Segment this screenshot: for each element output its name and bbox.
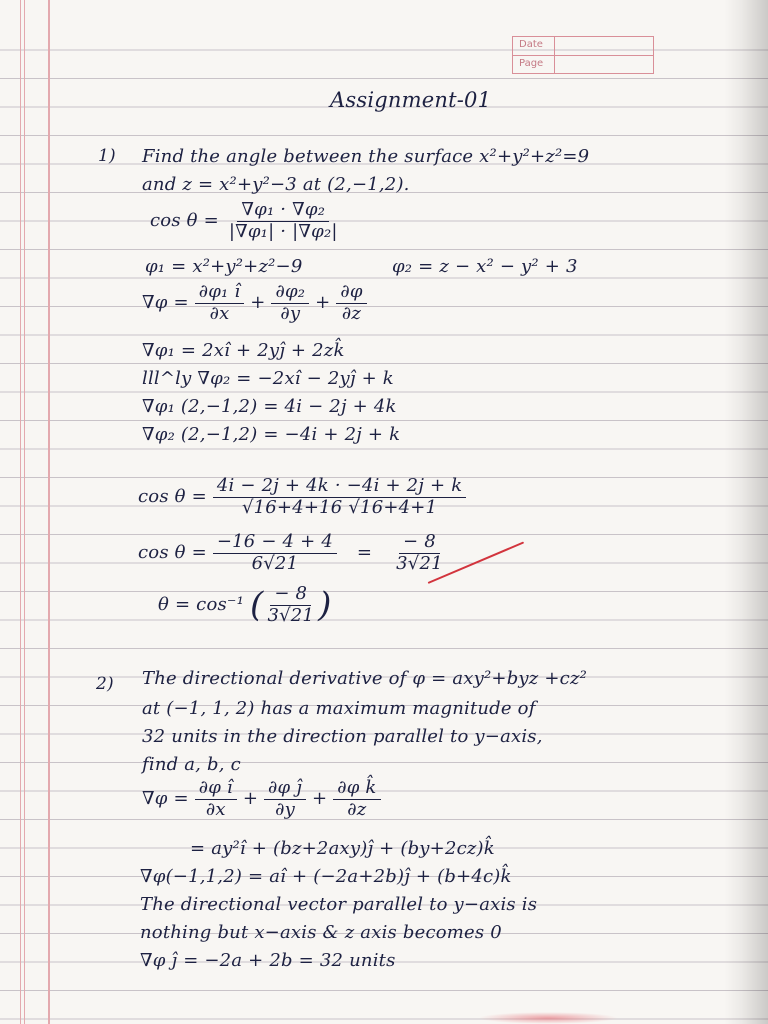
fraction [271, 282, 309, 324]
fraction-denominator: ∂y [280, 302, 301, 324]
fraction-denominator: ∂z [347, 798, 367, 820]
plus-sign: + [311, 788, 328, 810]
equation-line [138, 532, 447, 574]
fraction-numerator: − 8 [399, 532, 440, 554]
equation-line: φ₂ = z − x² − y² + 3 [392, 256, 578, 277]
paren-right: ) [318, 585, 332, 626]
problem-text-line: 32 units in the direction parallel to y−axis, [142, 726, 543, 747]
paren-left: ( [249, 585, 264, 626]
plus-sign: + [242, 788, 259, 810]
problem-number: 1) [98, 146, 116, 166]
fraction-numerator: ∂φ [336, 282, 366, 304]
fraction-denominator: ∂y [275, 798, 295, 820]
plus-sign: + [315, 292, 331, 314]
fraction-numerator: ∂φ k̂ [333, 778, 380, 800]
problem-text-line: The directional derivative of φ = axy²+byz +cz² [142, 668, 588, 689]
problem-text-line: at (−1, 1, 2) has a maximum magnitude of [142, 698, 536, 719]
gradient-label: ∇φ = [142, 788, 189, 810]
equation-line: ∇φ(−1,1,2) = aî + (−2a+2b)ĵ + (b+4c)k̂ [140, 866, 512, 887]
fraction [333, 778, 380, 820]
problem-text-line: Find the angle between the surface x²+y²+z²=9 [142, 146, 590, 167]
fraction-denominator: ∂x [209, 302, 230, 324]
problem-number: 2) [96, 674, 114, 694]
equation-line: lll^ly ∇φ₂ = −2xî − 2yĵ + k [142, 368, 394, 389]
fraction-numerator: ∂φ î [195, 778, 237, 800]
fraction-numerator: − 8 [270, 584, 311, 606]
binding-shadow [724, 0, 768, 1024]
cos-label: cos θ = [138, 542, 207, 564]
margin-line [20, 0, 21, 1024]
fraction [336, 282, 366, 324]
cos-label: cos θ = [138, 486, 207, 508]
equation-line: ∇φ ĵ = −2a + 2b = 32 units [140, 950, 396, 971]
problem-text-line: find a, b, c [142, 754, 241, 775]
problem-text-line: The directional vector parallel to y−axis is [140, 894, 538, 915]
cos-label: cos θ = [150, 210, 219, 232]
date-page-box [512, 36, 654, 74]
fraction [195, 778, 237, 820]
red-smudge [478, 1012, 618, 1024]
equation-line [142, 778, 381, 820]
fraction [225, 200, 342, 242]
page-title: Assignment-01 [330, 88, 492, 112]
fraction-denominator: √16+4+16 √16+4+1 [241, 496, 438, 518]
equation-line: = ay²î + (bz+2axy)ĵ + (by+2cz)k̂ [190, 838, 495, 859]
fraction [263, 584, 318, 626]
fraction-numerator: ∂φ₁ î [195, 282, 245, 304]
problem-text-line: and z = x²+y²−3 at (2,−1,2). [142, 174, 410, 195]
equation-line [158, 584, 332, 626]
fraction-numerator: ∂φ₂ [271, 282, 309, 304]
equation-line: ∇φ₁ = 2xî + 2yĵ + 2zk̂ [142, 340, 345, 361]
equation-line [142, 282, 367, 324]
fraction [392, 532, 447, 574]
equation-line: ∇φ₂ (2,−1,2) = −4i + 2j + k [142, 424, 401, 445]
margin-line [48, 0, 50, 1024]
margin-line [24, 0, 25, 1024]
equation-line: φ₁ = x²+y²+z²−9 [145, 256, 303, 277]
fraction-denominator: ∂z [341, 302, 362, 324]
problem-text-line: nothing but x−axis & z axis becomes 0 [140, 922, 502, 943]
gradient-label: ∇φ = [142, 292, 189, 314]
page-value [555, 56, 653, 74]
fraction-numerator: −16 − 4 + 4 [213, 532, 337, 554]
equation-line [138, 476, 466, 518]
fraction-numerator: ∇φ₁ · ∇φ₂ [237, 200, 329, 222]
theta-label: θ = cos⁻¹ [158, 594, 245, 616]
fraction [195, 282, 245, 324]
equation-line: ∇φ₁ (2,−1,2) = 4i − 2j + 4k [142, 396, 397, 417]
fraction-denominator: 3√21 [396, 552, 443, 574]
date-label: Date [513, 37, 555, 55]
fraction [264, 778, 306, 820]
fraction-denominator: |∇φ₁| · |∇φ₂| [228, 220, 338, 242]
plus-sign: + [250, 292, 266, 314]
equals-sign: = [356, 542, 373, 564]
fraction-numerator: ∂φ ĵ [264, 778, 306, 800]
fraction-denominator: 3√21 [267, 604, 315, 626]
fraction [213, 476, 467, 518]
fraction-numerator: 4i − 2j + 4k · −4i + 2j + k [213, 476, 467, 498]
equation-line [150, 200, 342, 242]
page-label: Page [513, 56, 555, 74]
fraction [213, 532, 337, 574]
fraction-denominator: 6√21 [251, 552, 299, 574]
date-value [555, 37, 653, 55]
fraction-denominator: ∂x [205, 798, 226, 820]
